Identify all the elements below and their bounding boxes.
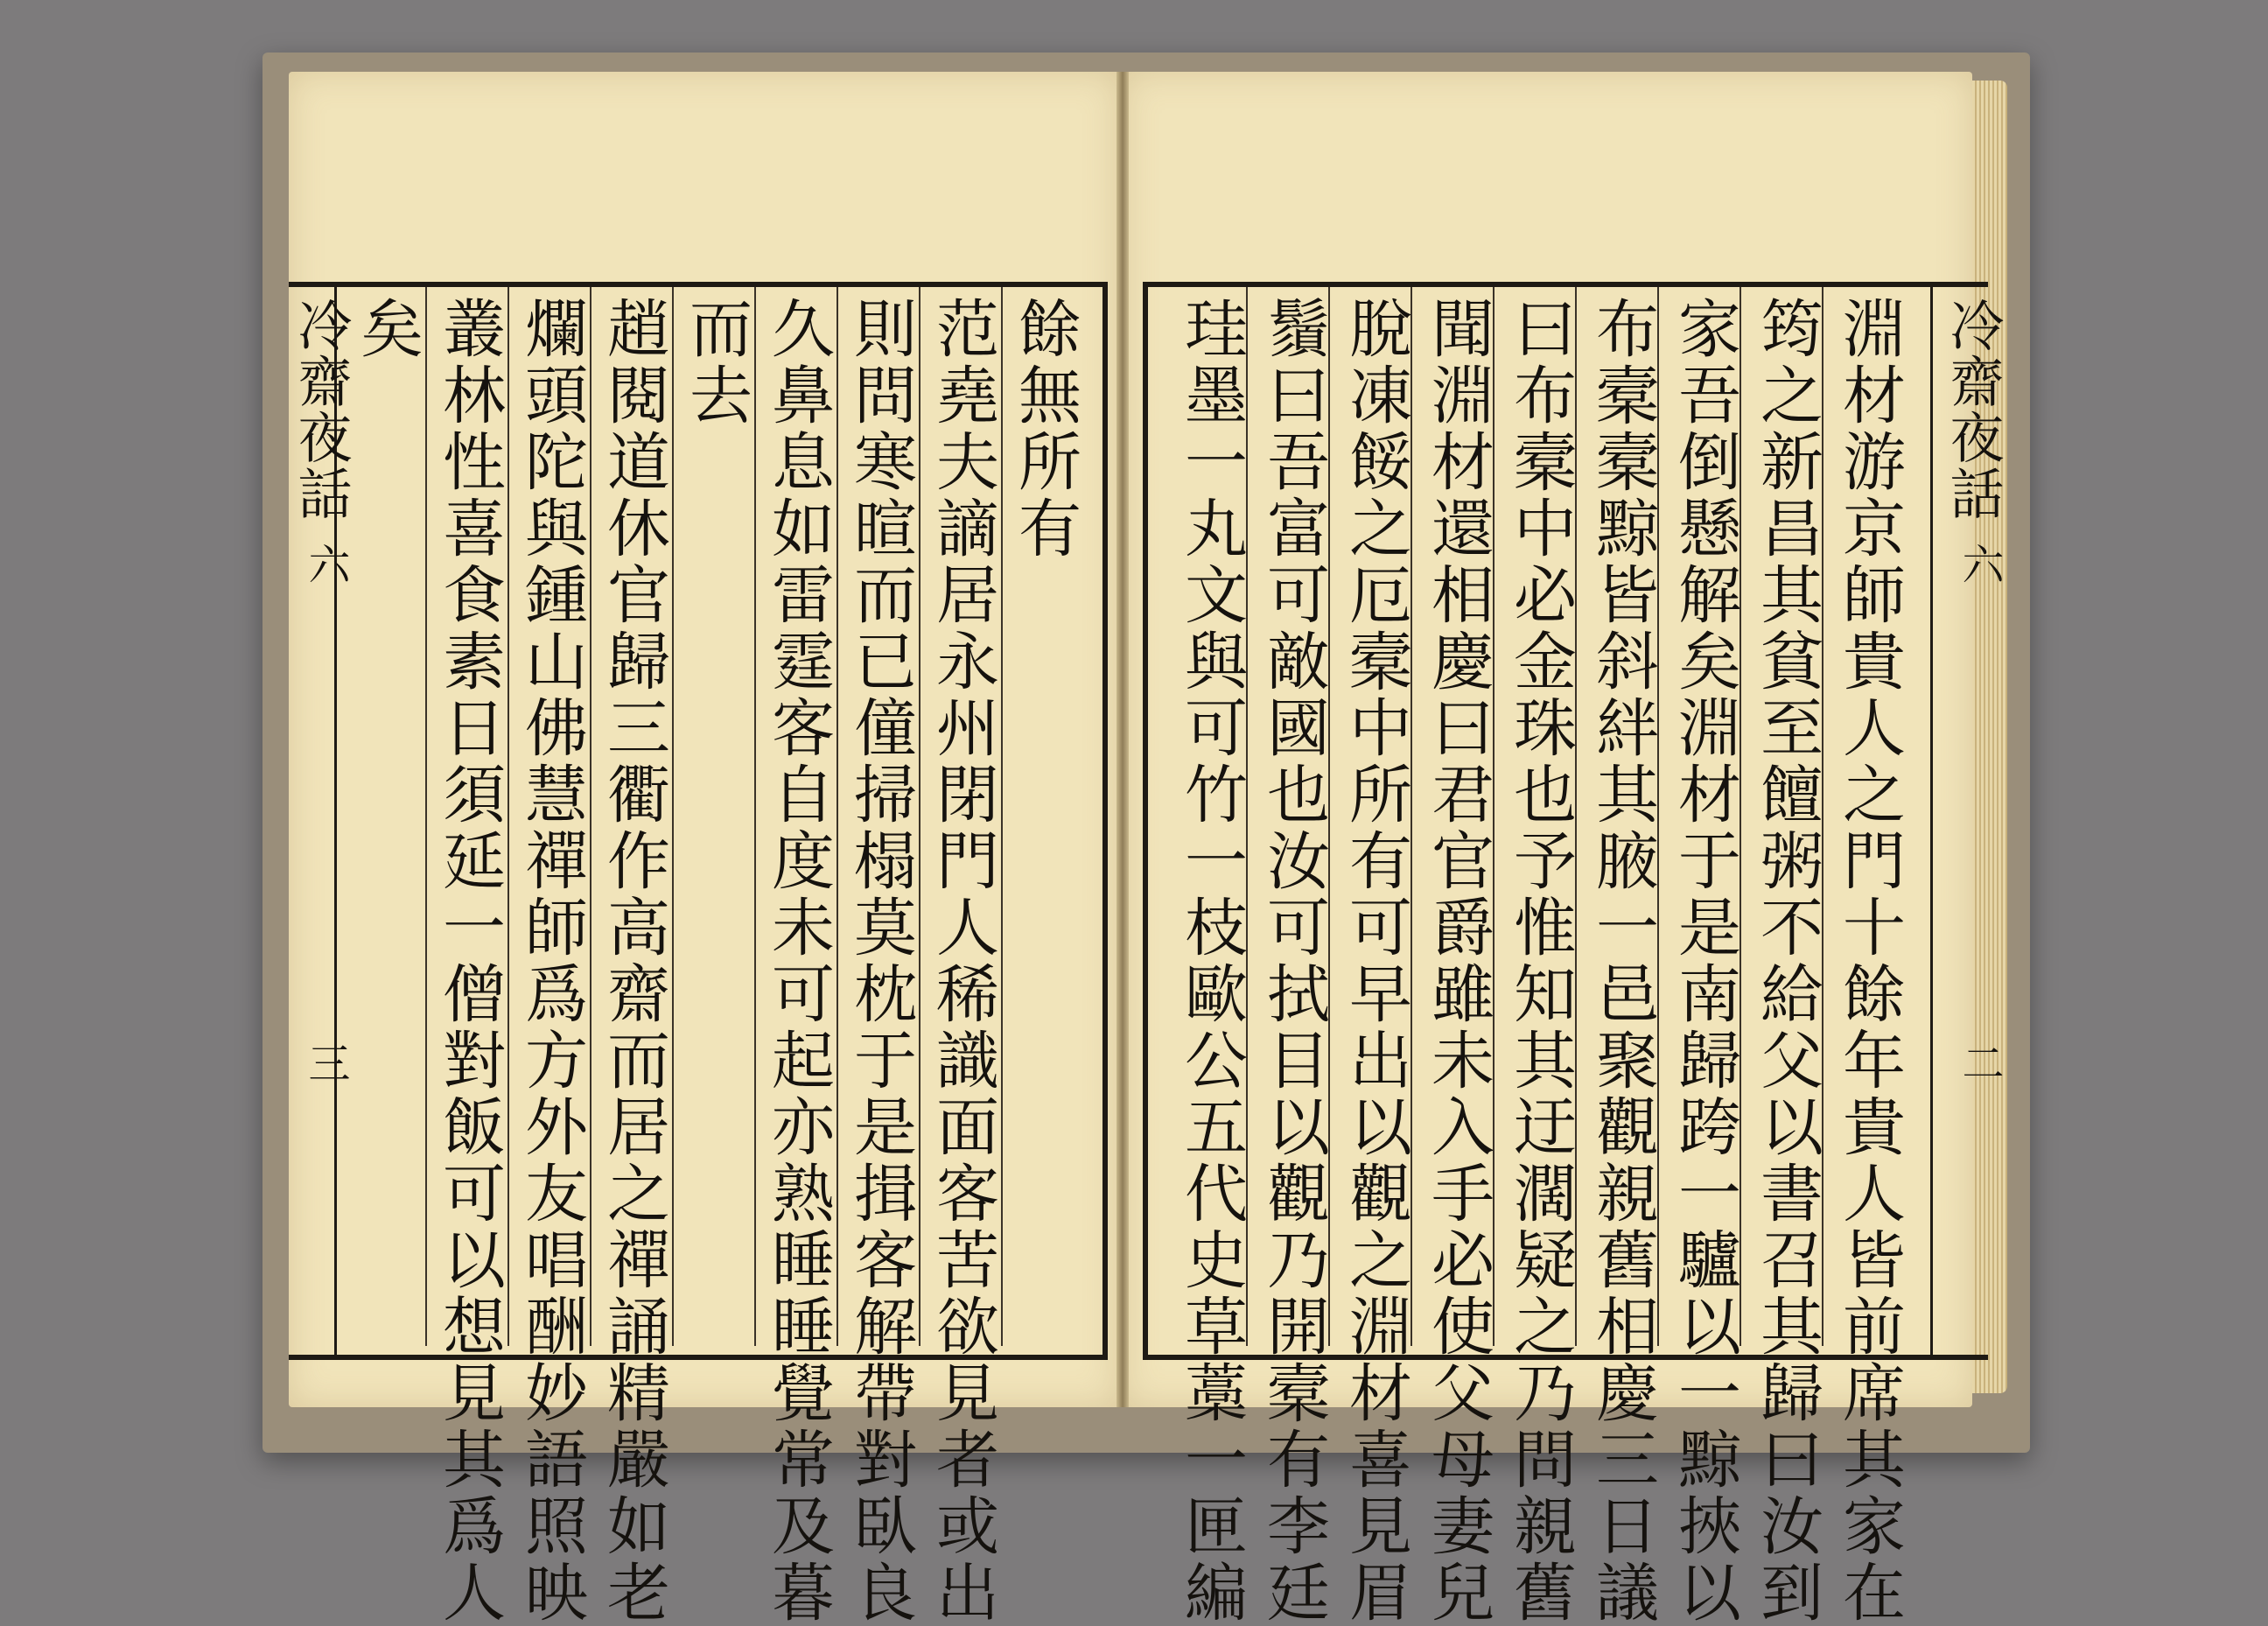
column-rule — [1001, 287, 1003, 1346]
column-rule — [590, 287, 592, 1346]
column-rule — [836, 287, 838, 1346]
right-column-7: 脫凍餒之厄槖中所有可早出以觀之淵材喜見眉 — [1339, 296, 1412, 1626]
left-column-3: 則問寒暄而已僮掃榻莫枕于是揖客解帶對臥良 — [844, 296, 917, 1626]
column-rule — [919, 287, 920, 1346]
right-column-8: 鬚曰吾富可敵國也汝可拭目以觀乃開槖有李廷 — [1256, 296, 1330, 1626]
book-gutter — [1116, 72, 1129, 1407]
column-rule — [425, 287, 427, 1346]
right-column-4: 布槖槖黥皆斜絆其腋一邑聚觀親舊相慶三日議 — [1586, 296, 1659, 1626]
left-column-2: 范堯夫謫居永州閉門人稀識面客苦欲見者或出 — [926, 296, 999, 1626]
right-column-9: 珪墨一丸文與可竹一枝歐公五代史草藁一匣編 — [1174, 296, 1248, 1626]
column-rule — [672, 287, 674, 1346]
right-banxin-rule — [1930, 282, 1933, 1355]
column-rule — [508, 287, 509, 1346]
right-column-2: 筠之新昌其貧至饘粥不給父以書召其歸曰汝到 — [1750, 296, 1824, 1626]
left-column-4: 久鼻息如雷霆客自度未可起亦熟睡睡覺常及暮 — [761, 296, 835, 1626]
left-column-9: 矣 — [350, 296, 424, 362]
left-column-6: 趙閱道休官歸三衢作高齋而居之禪誦精嚴如老 — [597, 296, 670, 1626]
left-column-1: 餘無所有 — [1008, 296, 1082, 562]
right-column-5: 曰布槖中必金珠也予惟知其迂濶疑之乃問親舊 — [1503, 296, 1577, 1626]
left-book-title: 冷齋夜話 — [289, 298, 353, 522]
left-column-8: 叢林性喜食素日須延一僧對飯可以想見其爲人 — [432, 296, 506, 1626]
left-column-7: 爛頭陀與鍾山佛慧禪師爲方外友唱酬妙語照映 — [514, 296, 588, 1626]
right-book-title: 冷齋夜話 — [1941, 298, 2005, 522]
left-column-5: 而去 — [679, 296, 752, 429]
right-column-3: 家吾倒懸解矣淵材于是南歸跨一驢以一黥挾以 — [1668, 296, 1741, 1626]
right-column-6: 聞淵材還相慶曰君官爵雖未入手必使父母妻兒 — [1421, 296, 1494, 1626]
right-juan-number: 六 — [1955, 543, 2004, 585]
left-juan-number: 六 — [301, 543, 350, 585]
left-folio-number: 三 — [301, 1041, 350, 1083]
column-rule — [754, 287, 756, 1346]
right-folio-number: 二 — [1955, 1041, 2004, 1083]
right-column-1: 淵材游京師貴人之門十餘年貴人皆前席其家在 — [1832, 296, 1906, 1626]
